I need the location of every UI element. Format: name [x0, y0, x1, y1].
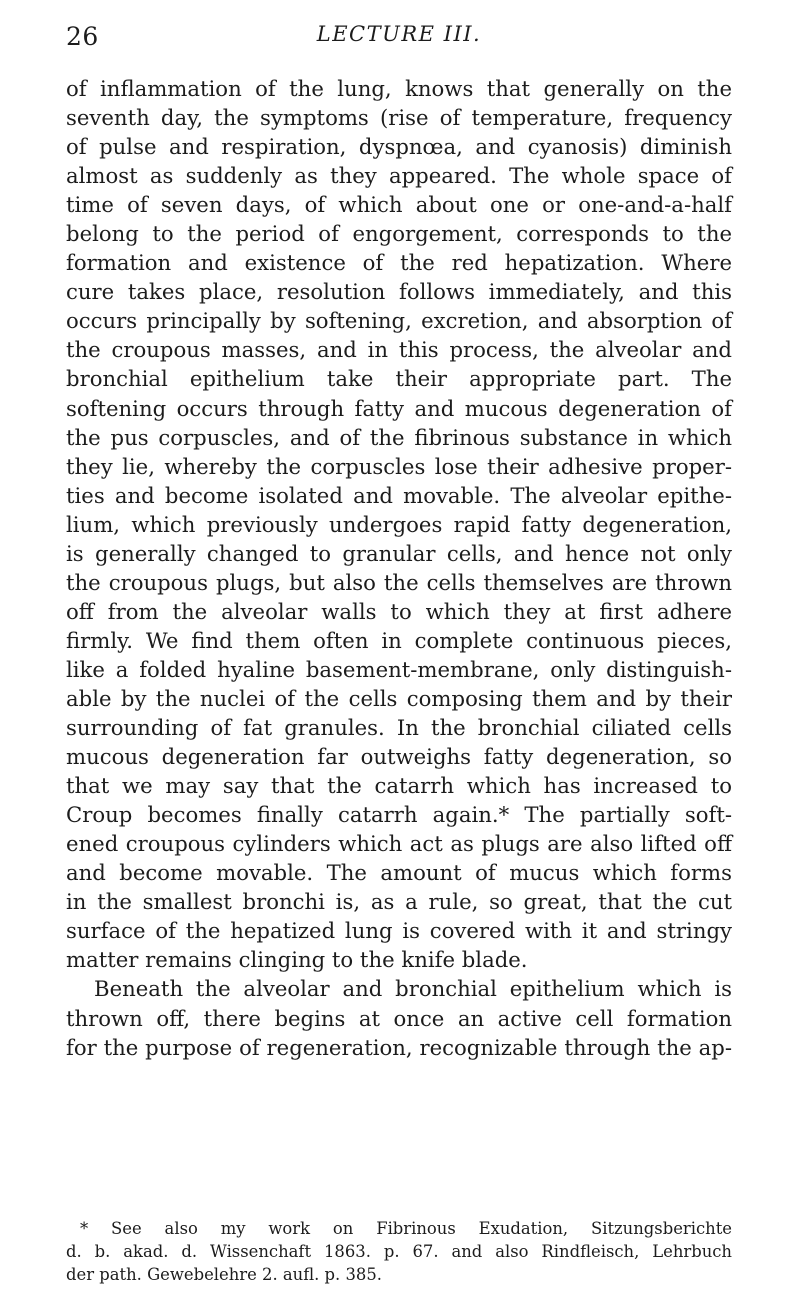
page-number: 26 — [66, 22, 99, 51]
text-line: time of seven days, of which about one or one-and-a-half — [66, 192, 732, 218]
footnote-line: d. b. akad. d. Wissenchaft 1863. p. 67. and also Rindfleisch, Lehrbuch — [66, 1242, 732, 1261]
text-line: surface of the hepatized lung is covered with it and stringy — [66, 918, 732, 944]
body-text — [66, 74, 732, 1062]
text-line: is generally changed to granular cells, and hence not only — [66, 540, 732, 566]
text-line: bronchial epithelium take their appropriate part. The — [66, 366, 732, 392]
text-line: cure takes place, resolution follows immediately, and this — [66, 279, 732, 305]
text-line: mucous degeneration far outweighs fatty degeneration, so — [66, 744, 732, 770]
text-line: ties and become isolated and movable. The alveolar epithe- — [66, 482, 732, 508]
text-line: the pus corpuscles, and of the fibrinous substance in which — [66, 424, 732, 450]
running-head: LECTURE III. — [316, 22, 482, 46]
text-line: thrown off, there begins at once an active cell formation — [66, 1005, 732, 1031]
text-line: Croup becomes finally catarrh again.* The partially soft- — [66, 802, 732, 828]
text-line: able by the nuclei of the cells composing them and by their — [66, 685, 732, 711]
text-line: belong to the period of engorgement, corresponds to the — [66, 221, 732, 247]
text-line: matter remains clinging to the knife blade. — [66, 947, 528, 973]
text-line: almost as suddenly as they appeared. The whole space of — [66, 163, 732, 189]
text-line: formation and existence of the red hepatization. Where — [66, 250, 732, 276]
text-line: Beneath the alveolar and bronchial epithelium which is — [94, 976, 732, 1002]
footnote-line: der path. Gewebelehre 2. aufl. p. 385. — [66, 1265, 382, 1284]
footnote — [66, 1217, 732, 1286]
text-line: surrounding of fat granules. In the bronchial ciliated cells — [66, 715, 732, 741]
text-line: lium, which previously undergoes rapid fatty degeneration, — [66, 511, 732, 537]
text-line: of pulse and respiration, dyspnœa, and cyanosis) diminish — [66, 134, 732, 160]
text-line: for the purpose of regeneration, recognizable through the ap- — [66, 1034, 732, 1060]
text-line: occurs principally by softening, excretion, and absorption of — [66, 308, 732, 334]
text-line: that we may say that the catarrh which has increased to — [66, 773, 732, 799]
text-line: ened croupous cylinders which act as plugs are also lifted off — [66, 831, 732, 857]
text-line: of inflammation of the lung, knows that generally on the — [66, 76, 732, 101]
text-line: they lie, whereby the corpuscles lose their adhesive proper- — [66, 453, 732, 479]
text-line: the croupous masses, and in this process, the alveolar and — [66, 337, 732, 363]
text-line: firmly. We find them often in complete continuous pieces, — [66, 627, 732, 653]
text-line: softening occurs through fatty and mucous degeneration of — [66, 395, 732, 421]
text-line: like a folded hyaline basement-membrane, only distinguish- — [66, 656, 732, 682]
text-line: and become movable. The amount of mucus which forms — [66, 860, 732, 886]
text-line: seventh day, the symptoms (rise of temperature, frequency — [66, 105, 732, 131]
text-line: off from the alveolar walls to which they at first adhere — [66, 598, 732, 624]
page-header — [66, 22, 732, 62]
footnote-line: * See also my work on Fibrinous Exudation, Sitzungsberichte — [80, 1219, 732, 1238]
text-line: in the smallest bronchi is, as a rule, so great, that the cut — [66, 889, 732, 915]
text-line: the croupous plugs, but also the cells themselves are thrown — [66, 569, 732, 595]
